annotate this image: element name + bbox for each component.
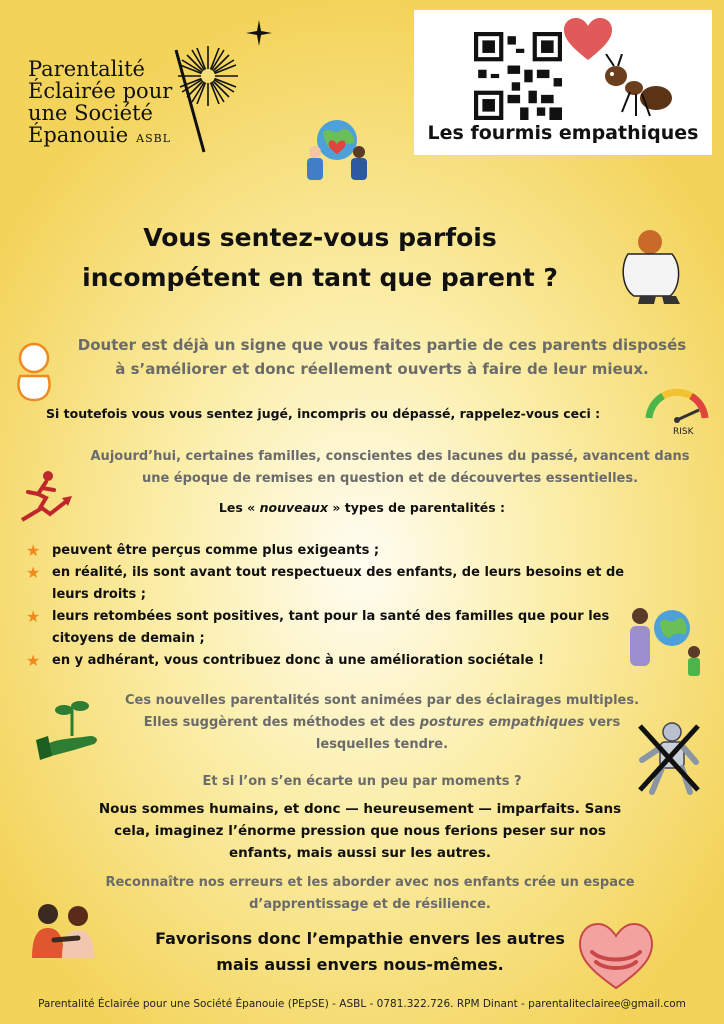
- types-after: » types de parentalités :: [328, 500, 506, 515]
- bullet-text: peuvent être perçus comme plus exigeants ;: [52, 543, 380, 558]
- today-paragraph: [70, 446, 710, 490]
- mother-globe-icon: [626, 604, 706, 678]
- bullet-text: en y adhérant, vous contribuez donc à une amélioration sociétale !: [52, 653, 545, 668]
- qr-card[interactable]: [414, 10, 712, 155]
- page-title: [60, 218, 580, 298]
- list-item: [24, 540, 664, 562]
- today-line1: Aujourd’hui, certaines familles, conscientes des lacunes du passé, avancent dans: [90, 449, 690, 464]
- human-line1: Nous sommes humains, et donc — heureusement — imparfaits. Sans: [98, 801, 622, 817]
- question-text: Et si l’on s’en écarte un peu par moments ?: [202, 774, 522, 789]
- list-item: [24, 562, 664, 606]
- baby-icon: [12, 342, 56, 402]
- human-line2: cela, imaginez l’énorme pression que nous ferions peser sur nos: [114, 823, 606, 839]
- closing-text: [120, 926, 600, 978]
- today-line2: une époque de remises en question et de découvertes essentielles.: [141, 471, 639, 486]
- bullet-text: en réalité, ils sont avant tout respectueux des enfants, de leurs besoins et de leurs droits ;: [52, 565, 625, 602]
- globe-people-icon: [303, 118, 371, 182]
- running-arrow-icon: [18, 468, 74, 524]
- new-parenting-line2-before: Elles suggèrent des méthodes et des: [143, 715, 420, 730]
- ant-icon: [596, 54, 674, 122]
- sunburst-icon: [168, 42, 248, 157]
- intro-line2: à s’améliorer et donc réellement ouverts à faire de leur mieux.: [115, 360, 649, 378]
- qr-code[interactable]: [474, 32, 562, 120]
- list-item: [24, 650, 664, 672]
- logo-asbl: ASBL: [136, 132, 172, 145]
- title-line1: Vous sentez-vous parfois: [143, 223, 497, 252]
- new-parenting-line1: Ces nouvelles parentalités sont animées par des éclairages multiples.: [124, 693, 640, 708]
- star-bullet-icon: ★: [26, 651, 41, 670]
- bullet-text: leurs retombées sont positives, tant pour la santé des familles que pour les citoyens de demain ;: [52, 609, 610, 646]
- types-em: nouveaux: [259, 500, 329, 515]
- star-bullet-icon: ★: [26, 607, 41, 626]
- types-before: Les «: [218, 500, 260, 515]
- logo-line1: Parentalité: [28, 57, 145, 81]
- new-parenting-line2: [104, 712, 660, 734]
- types-heading: [0, 500, 724, 515]
- new-parenting-line2-em: postures empathiques: [419, 715, 585, 730]
- human-paragraph: [95, 798, 625, 864]
- sitting-person-icon: [610, 226, 694, 306]
- risk-label: RISK: [673, 427, 694, 436]
- star-bullet-icon: ★: [26, 541, 41, 560]
- intro-paragraph: [52, 333, 712, 381]
- logo-text: [28, 58, 172, 150]
- qr-title: Les fourmis empathiques: [427, 122, 699, 144]
- new-parenting-line3: lesquelles tendre.: [315, 737, 449, 752]
- star-bullet-icon: ★: [26, 563, 41, 582]
- logo-line4-text: Épanouie: [28, 123, 129, 147]
- closing-line2: mais aussi envers nous-mêmes.: [216, 955, 504, 974]
- logo-line4: [28, 124, 172, 150]
- title-line2: incompétent en tant que parent ?: [82, 263, 558, 292]
- footer: Parentalité Éclairée pour une Société Épanouie (PEpSE) - ASBL - 0781.322.726. RPM Dinant - parentaliteclairee@gmail.com: [38, 998, 686, 1010]
- intro-line1: Douter est déjà un signe que vous faites partie de ces parents disposés: [77, 336, 687, 354]
- human-line3: enfants, mais aussi sur les autres.: [228, 845, 491, 861]
- hug-heart-icon: [578, 922, 654, 990]
- closing-line1: Favorisons donc l’empathie envers les autres: [155, 929, 565, 948]
- recognize-line2: d’apprentissage et de résilience.: [249, 897, 491, 912]
- risk-gauge-icon: [643, 388, 711, 436]
- bullet-list: [24, 540, 664, 672]
- recognize-paragraph: [70, 872, 670, 916]
- new-parenting-paragraph: [104, 690, 660, 756]
- logo-line2: Éclairée pour: [28, 79, 173, 103]
- recognize-line1: Reconnaître nos erreurs et les aborder avec nos enfants crée un espace: [105, 875, 635, 890]
- reminder-text: Si toutefois vous vous sentez jugé, incompris ou dépassé, rappelez-vous ceci :: [46, 406, 601, 421]
- hand-plant-icon: [34, 696, 108, 762]
- logo-line3: une Société: [28, 101, 153, 125]
- list-item: [24, 606, 664, 650]
- sparkle-icon: [246, 20, 272, 46]
- friends-icon: [26, 898, 102, 958]
- new-parenting-line2-after: vers: [584, 715, 621, 730]
